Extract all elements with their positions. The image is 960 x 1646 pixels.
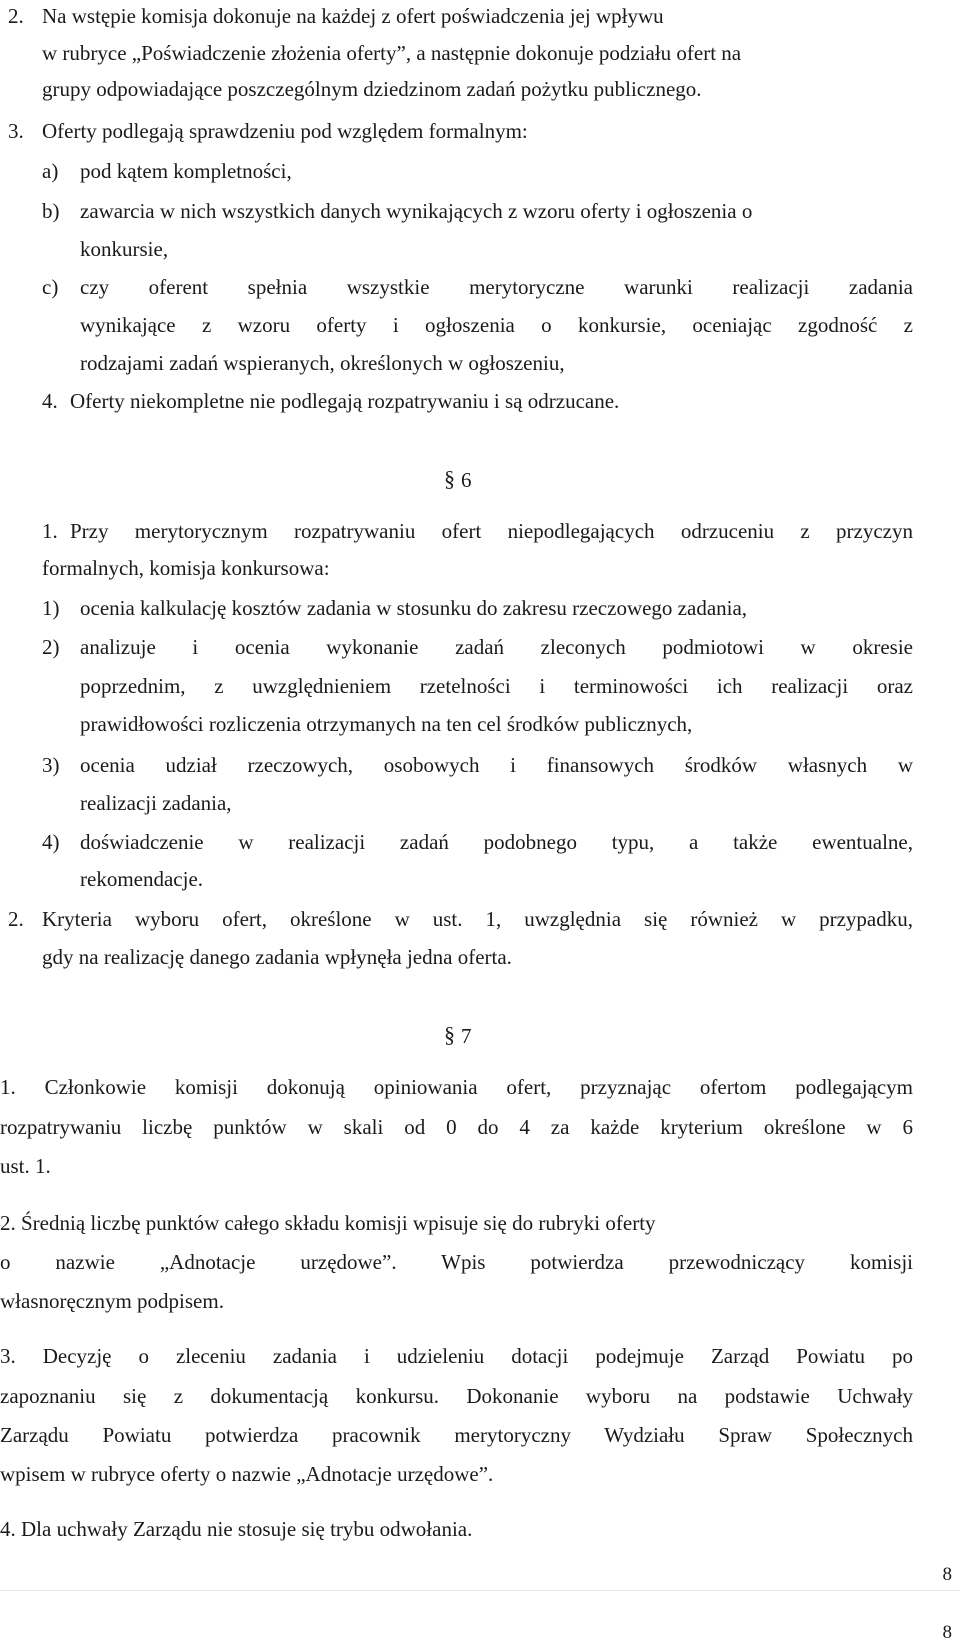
page-divider [0,1590,960,1591]
text-line: Kryteria wyboru ofert, określone w ust. 1, uwzględnia się również w przypadku, [42,907,913,931]
text-line: zapoznaniu się z dokumentacją konkursu. Dokonanie wyboru na podstawie Uchwały [0,1384,913,1408]
text-line: doświadczenie w realizacji zadań podobnego typu, a także ewentualne, [80,830,913,854]
text-line: własnoręcznym podpisem. [0,1289,224,1313]
list-label: 2) [42,635,60,659]
text-line: pod kątem kompletności, [80,159,292,183]
text-line: Przy merytorycznym rozpatrywaniu ofert niepodlegających odrzuceniu z przyczyn [70,519,913,543]
text-line: poprzednim, z uwzględnieniem rzetelności i terminowości ich realizacji oraz [80,674,913,698]
text-line: 3. Decyzję o zleceniu zadania i udzieleniu dotacji podejmuje Zarząd Powiatu po [0,1344,913,1368]
list-label: b) [42,199,60,223]
text-line: analizuje i ocenia wykonanie zadań zleconych podmiotowi w okresie [80,635,913,659]
list-label: 1) [42,596,60,620]
item-number: 2. [8,4,24,28]
text-line: zawarcia w nich wszystkich danych wynikających z wzoru oferty i ogłoszenia o [80,199,753,223]
list-label: a) [42,159,59,183]
page-number: 8 [942,1564,952,1585]
text-line: konkursie, [80,237,169,261]
list-label: c) [42,275,59,299]
text-line: rekomendacje. [80,867,204,891]
item-number: 1. [42,519,58,543]
text-line: ust. 1. [0,1154,51,1178]
paragraph-sign: § [444,1022,455,1047]
text-line: Na wstępie komisja dokonuje na każdej z ofert poświadczenia jej wpływu [42,4,664,28]
text-line: Oferty niekompletne nie podlegają rozpatrywaniu i są odrzucane. [70,389,620,413]
text-line: gdy na realizację danego zadania wpłynęła jedna oferta. [42,945,512,969]
text-line: rodzajami zadań wspieranych, określonych w ogłoszeniu, [80,351,565,375]
text-line: 1. Członkowie komisji dokonują opiniowania ofert, przyznając ofertom podlegającym [0,1075,913,1099]
text-line: w rubryce „Poświadczenie złożenia oferty”, a następnie dokonuje podziału ofert na [42,41,742,65]
text-line: realizacji zadania, [80,791,232,815]
text-line: rozpatrywaniu liczbę punktów w skali od 0 do 4 za każde kryterium określone w 6 [0,1115,913,1139]
text-line: prawidłowości rozliczenia otrzymanych na ten cel środków publicznych, [80,712,693,736]
page-number: 8 [942,1622,952,1643]
text-line: 2. Średnią liczbę punktów całego składu komisji wpisuje się do rubryki oferty [0,1211,656,1235]
text-line: Zarządu Powiatu potwierdza pracownik merytoryczny Wydziału Spraw Społecznych [0,1423,913,1447]
text-line: czy oferent spełnia wszystkie merytoryczne warunki realizacji zadania [80,275,913,299]
text-line: grupy odpowiadające poszczególnym dziedzinom zadań pożytku publicznego. [42,77,702,101]
text-line: wpisem w rubryce oferty o nazwie „Adnotacje urzędowe”. [0,1462,494,1486]
item-number: 3. [8,119,24,143]
text-line: wynikające z wzoru oferty i ogłoszenia o konkursie, oceniając zgodność z [80,313,913,337]
paragraph-sign: § [444,466,455,491]
text-line: ocenia udział rzeczowych, osobowych i finansowych środków własnych w [80,753,913,777]
text-line: o nazwie „Adnotacje urzędowe”. Wpis potwierdza przewodniczący komisji [0,1250,913,1274]
list-label: 3) [42,753,60,777]
item-number: 4. [42,389,58,413]
text-line: ocenia kalkulację kosztów zadania w stosunku do zakresu rzeczowego zadania, [80,596,748,620]
section-heading: 6 [461,468,472,492]
text-line: Oferty podlegają sprawdzeniu pod względem formalnym: [42,119,528,143]
list-label: 4) [42,830,60,854]
item-number: 2. [8,907,24,931]
section-heading: 7 [461,1024,472,1048]
text-line: formalnych, komisja konkursowa: [42,556,330,580]
text-line: 4. Dla uchwały Zarządu nie stosuje się trybu odwołania. [0,1517,473,1541]
